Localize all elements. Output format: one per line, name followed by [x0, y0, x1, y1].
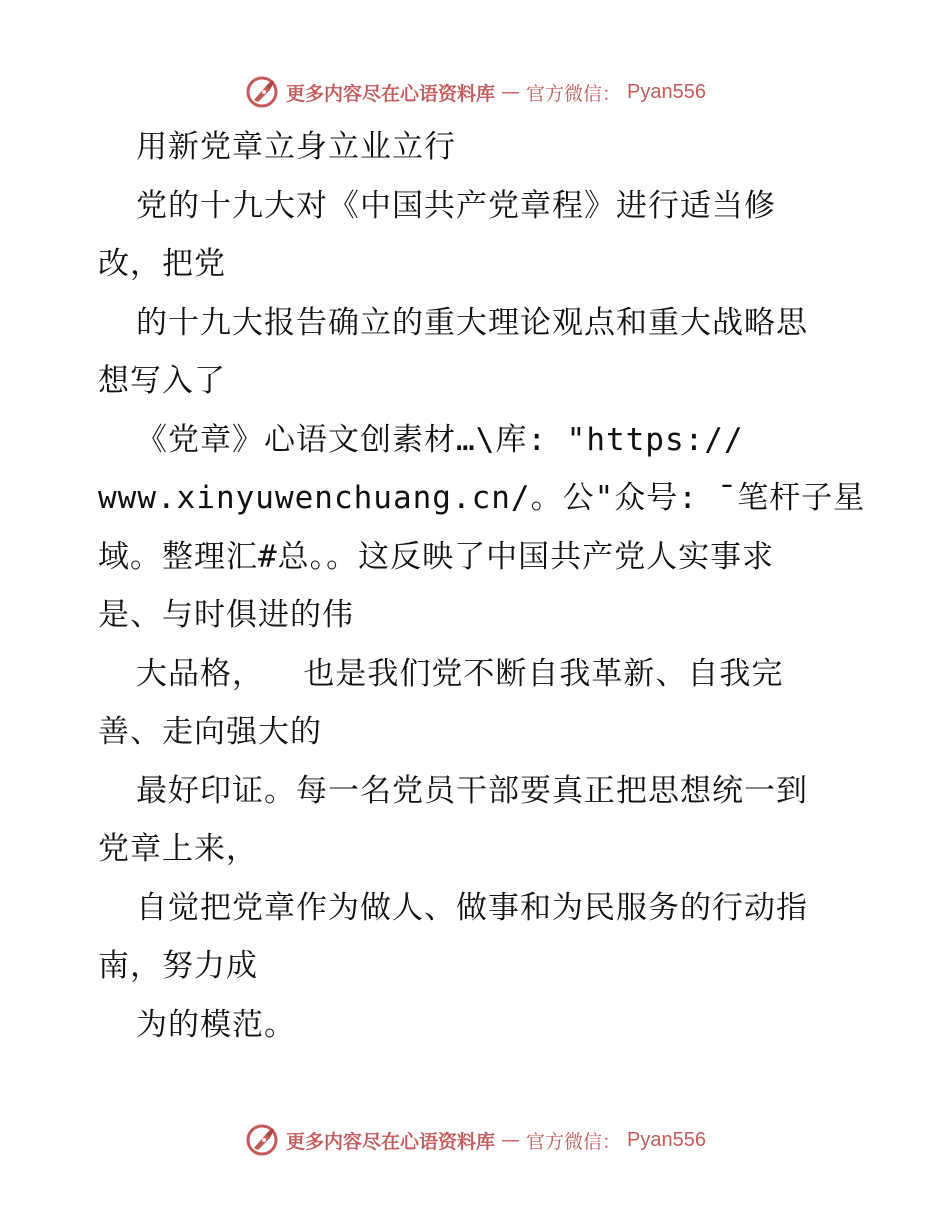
banner-main-text: 更多内容尽在心语资料库	[286, 1130, 496, 1153]
text-line: 想写入了	[98, 363, 226, 399]
text-line: 是、与时俱进的伟	[98, 597, 354, 633]
banner-wechat-label: 官方微信：	[526, 82, 622, 105]
document-body	[98, 118, 866, 1054]
banner-content	[244, 74, 706, 110]
text-line: 为的模范。	[136, 1006, 296, 1043]
text-line: 用新党章立身立业立行	[136, 129, 456, 165]
text-line: 南，努力成	[98, 948, 258, 984]
banner-main-text: 更多内容尽在心语资料库	[286, 82, 496, 105]
banner-wechat-id: Pyan556	[627, 1128, 706, 1151]
text-line: 善、走向强大的	[98, 714, 322, 750]
text-line: 域。整理汇#总。。这反映了中国共产党人实事求	[98, 538, 775, 575]
text-line: 党章上来，	[98, 831, 258, 867]
text-line: 改，把党	[98, 246, 226, 282]
pen-nib-logo-icon	[244, 1122, 280, 1158]
text-line: 《党章》心语文创素材…\库: "https://	[136, 421, 744, 458]
banner-separator: —	[501, 1129, 521, 1151]
header-banner	[0, 70, 950, 114]
text-line: 的十九大报告确立的重大理论观点和重大战略思	[136, 304, 808, 341]
text-line: 党的十九大对《中国共产党章程》进行适当修	[136, 187, 776, 224]
banner-separator: —	[501, 81, 521, 103]
banner-wechat-id: Pyan556	[627, 80, 706, 103]
text-line: 大品格， 也是我们党不断自我革新、自我完	[136, 655, 784, 692]
banner-wechat-label: 官方微信：	[526, 1130, 622, 1153]
footer-banner	[0, 1118, 950, 1162]
pen-nib-logo-icon	[244, 74, 280, 110]
text-line: 最好印证。每一名党员干部要真正把思想统一到	[136, 772, 808, 809]
text-line: www.xinyuwenchuang.cn/。公"众号: ¯笔杆子星	[98, 480, 866, 516]
banner-content	[244, 1122, 706, 1158]
text-line: 自觉把党章作为做人、做事和为民服务的行动指	[136, 889, 808, 926]
